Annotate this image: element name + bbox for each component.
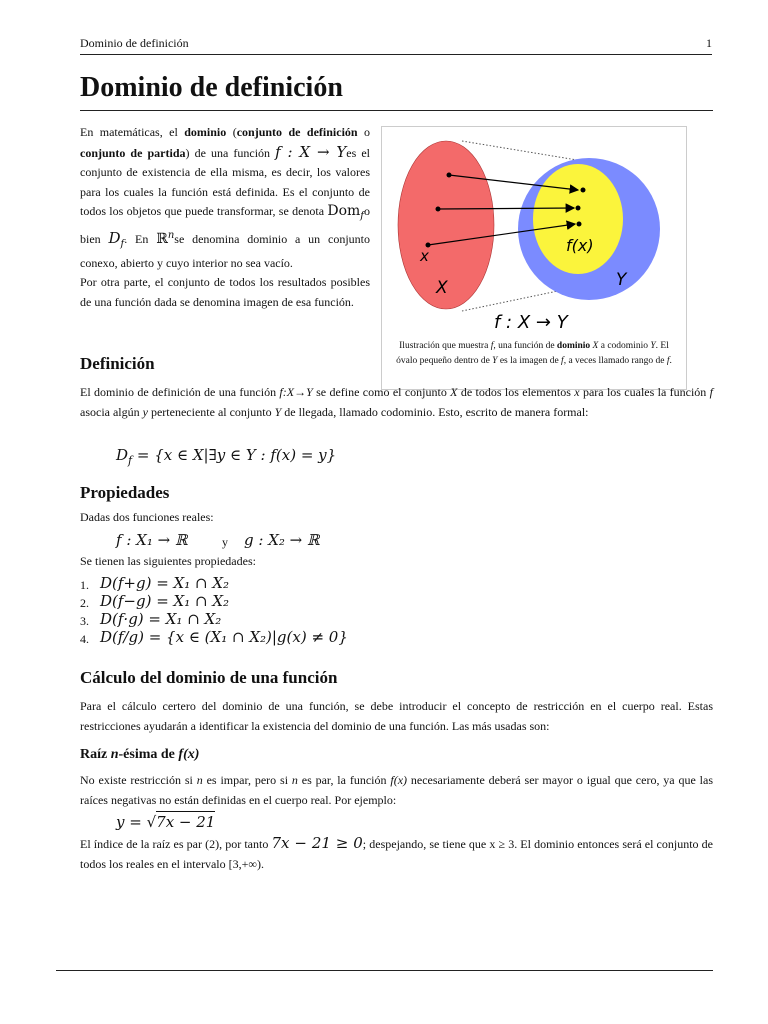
term-dominio: dominio [184,125,227,139]
root-example-formula [116,813,215,831]
propiedades-after: Se tienen las siguientes propiedades: [80,554,256,568]
text-run: -ésima de [118,747,179,762]
text-run: Y [274,404,282,419]
item-number: 1. [80,578,89,592]
text-run: El índice de la raíz es par (2), por tanto [80,837,272,851]
math-df: D [108,228,121,247]
text-run: perteneciente al conjunto [147,404,275,419]
text-run: . [669,356,672,366]
formula-lhs: D [116,446,129,464]
text-run: f:X→Y [279,385,313,399]
text-run: f(x) [178,747,200,762]
propiedades-intro: Dadas dos funciones reales: [80,510,214,524]
text-run: , una función de [493,341,557,351]
text-run: f [490,341,494,351]
item-expression: D(f/g) = {x ∈ (X₁ ∩ X₂)|g(x) ≠ 0} [100,628,348,646]
radicand: 7x − 21 [156,813,216,831]
page-number: 1 [706,36,712,50]
label-domain-X: X [436,278,448,298]
heading-definicion: Definición [80,354,155,373]
definition-formula [116,446,336,467]
math-function-map: f : X → Y [275,142,347,161]
function-diagram-figure [381,126,687,390]
item-number: 2. [80,596,89,610]
math-rn-sup: n [167,229,175,241]
text-run: En matemáticas, el [80,125,185,139]
function-g-definition: g : X₂ → ℝ [244,531,320,549]
definicion-paragraph [80,383,713,422]
intro-paragraph-1 [80,123,370,273]
raiz-paragraph-1 [80,771,713,810]
text-run: n [196,773,203,787]
math-df-sub: f [120,238,125,250]
math-dom-sub: f [360,210,364,222]
text-run: n [291,773,298,787]
footer-divider [56,970,713,971]
text-run: El dominio de definición de una función [80,385,280,399]
conjunction-y: y [222,535,228,549]
text-run: f(x) [390,773,408,787]
text-run: No existe restricción si [80,773,197,787]
text-run: o bien [80,204,370,246]
text-run: Ilustración que muestra [399,341,491,351]
text-run: para los cuales la función [579,385,710,399]
text-run: necesariamente deberá ser mayor o igual que cero, ya que las raíces negativas no están definidas en el cuerpo real. Por ejemplo: [80,773,714,807]
term-conjunto-partida: conjunto de partida [80,145,186,160]
intro-text [80,123,370,312]
image-point [577,222,582,227]
heading-propiedades: Propiedades [80,483,170,502]
formula-lhs: y = [116,813,147,831]
text-run: x [574,385,580,399]
text-run: X [450,385,458,399]
math-rn: ℝ [156,230,168,247]
function-diagram [382,127,686,337]
item-expression: D(f+g) = X₁ ∩ X₂ [100,574,230,592]
text-run: o [357,125,371,139]
text-run: ; despejando, se tiene que x ≥ 3. El dominio entonces será el conjunto de todos los reales en el intervalo [3,+∞). [80,837,713,871]
text-run: es impar, pero si [202,773,292,787]
text-run: X [592,341,599,351]
heading-raiz [80,747,199,763]
text-run: es el conjunto de existencia de ella misma, es decir, los valores para los cuales la función está definida. Es el conjunto de todos los objetos que puede transformar, se denota [80,145,370,218]
item-expression: D(f·g) = X₁ ∩ X₂ [100,610,222,628]
text-run: ( [226,125,237,139]
function-f-definition: f : X₁ → ℝ [116,531,188,549]
figure-caption [388,339,680,369]
text-run: ) de una función [185,145,276,160]
math-inequality: 7x − 21 ≥ 0 [271,834,363,852]
intro-paragraph-2: Por otra parte, el conjunto de todos los resultados posibles de una función dada se denomina imagen de esa función. [80,275,370,309]
heading-calculo: Cálculo del dominio de una función [80,668,338,687]
text-run: se denomina dominio a un conjunto conexo, abierto y cuyo interior no sea vacío. [80,231,370,270]
formula-rhs: = {x ∈ X|∃y ∈ Y : f(x) = y} [132,446,337,464]
text-run: de todos los elementos [457,385,575,399]
item-expression: D(f−g) = X₁ ∩ X₂ [100,592,230,610]
text-run: a codominio [598,341,651,351]
text-run: y [142,404,148,419]
page-title: Dominio de definición [80,72,343,103]
text-run: asocia algún [80,404,143,419]
text-run: Y [492,356,498,366]
image-point [576,206,581,211]
text-run: de llegada, llamado codominio. Esto, escrito de manera formal: [281,404,589,419]
text-run: se define como el conjunto [312,385,451,399]
running-header [80,36,712,55]
text-run: Y [650,341,656,351]
image-oval [533,164,623,274]
label-mapping: f : X → Y [494,312,568,333]
text-run: dominio [556,341,591,351]
text-run: f [666,356,670,366]
text-run: n [110,747,119,762]
text-run: . El óvalo pequeño dentro de [396,341,669,366]
label-codomain-Y: Y [616,270,627,290]
text-run: es la imagen de [497,356,562,366]
text-run: . En [124,231,157,246]
formula-sub: f [128,454,133,467]
text-run: , a veces llamado rango de [563,356,667,366]
calculo-paragraph: Para el cálculo certero del dominio de una función, se debe introducir el concepto de restricción en el cuerpo real. Estas restricciones ayudarán a identificar la existencia del dominio de una función. Las más usadas son: [80,699,713,733]
label-x: x [420,247,429,265]
list-item [80,630,480,648]
text-run: f [709,385,714,399]
text-run: f [561,356,564,366]
item-number: 4. [80,632,89,646]
properties-list [80,576,480,648]
term-conjunto-definicion: conjunto de definición [236,125,358,139]
raiz-paragraph-2 [80,834,713,874]
image-point [581,188,586,193]
math-dom: Dom [327,203,361,219]
title-divider [80,110,713,111]
projection-line-top [462,141,577,160]
label-fx: f(x) [566,236,594,255]
item-number: 3. [80,614,89,628]
text-run: es par, la función [297,773,391,787]
text-run: Raíz [80,747,111,762]
running-title: Dominio de definición [80,36,189,50]
sqrt-symbol: √ [146,813,157,831]
